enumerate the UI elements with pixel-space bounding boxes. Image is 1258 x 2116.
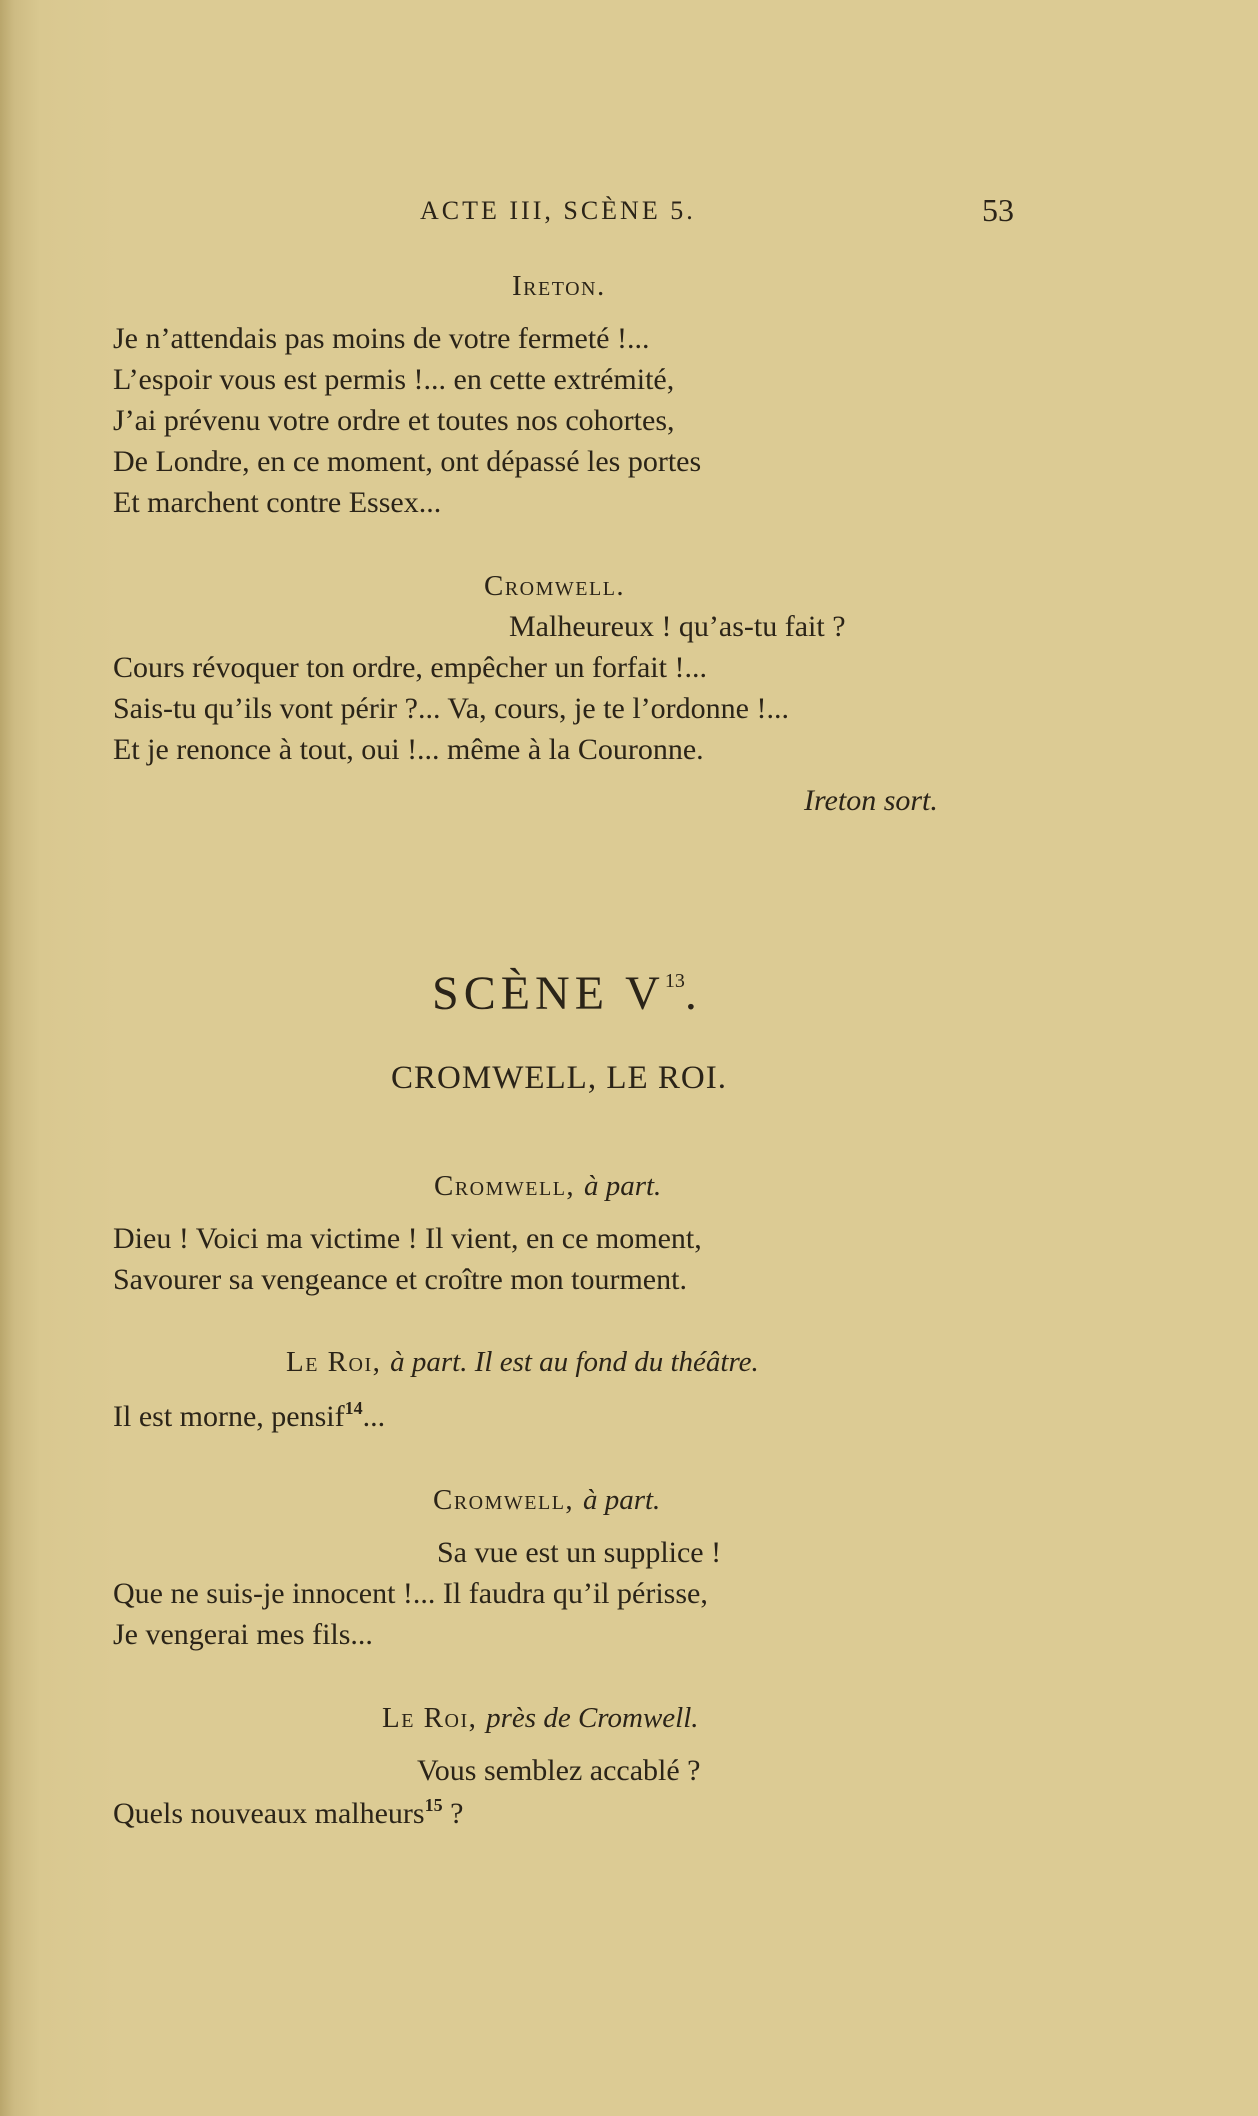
scene-title-end: .	[684, 967, 702, 1020]
verse-text: Il est morne, pensif	[113, 1400, 345, 1433]
footnote-ref: 14	[344, 1398, 363, 1418]
page-number: 53	[982, 192, 1014, 228]
speaker-cromwell-aside	[433, 1484, 660, 1517]
speaker-cromwell-aside	[434, 1170, 661, 1203]
speaker-name: Le Roi,	[286, 1346, 382, 1378]
verse-line: Sa vue est un supplice !	[437, 1536, 722, 1569]
aside-direction: à part.	[583, 1170, 662, 1202]
verse-line: De Londre, en ce moment, ont dépassé les portes	[113, 445, 702, 478]
verse-line: Cours révoquer ton ordre, empêcher un forfait !...	[113, 651, 707, 684]
verse-line: L’espoir vous est permis !... en cette extrémité,	[113, 363, 675, 396]
scene-characters: CROMWELL, LE ROI.	[391, 1060, 727, 1096]
verse-line: Je n’attendais pas moins de votre fermeté !...	[113, 322, 650, 355]
speaker-cromwell: Cromwell.	[484, 570, 626, 602]
verse-line: Malheureux ! qu’as-tu fait ?	[509, 610, 846, 643]
stage-direction: près de Cromwell.	[486, 1702, 699, 1734]
verse-line: Et marchent contre Essex...	[113, 486, 442, 519]
verse-line: Vous semblez accablé ?	[417, 1754, 701, 1787]
speaker-name: Cromwell,	[433, 1484, 575, 1516]
aside-direction: à part.	[582, 1484, 661, 1516]
verse-line: J’ai prévenu votre ordre et toutes nos cohortes,	[113, 404, 675, 437]
speaker-ireton: Ireton.	[512, 270, 606, 302]
verse-line: Je vengerai mes fils...	[113, 1618, 373, 1651]
verse-line: Que ne suis-je innocent !... Il faudra qu’il périsse,	[113, 1577, 708, 1610]
scene-title	[432, 966, 702, 1021]
verse-end: ?	[442, 1797, 464, 1830]
verse-line: Sais-tu qu’ils vont périr ?... Va, cours, je te l’ordonne !...	[113, 692, 789, 725]
verse-line: Dieu ! Voici ma victime ! Il vient, en ce moment,	[113, 1222, 702, 1255]
scene-footnote-ref: 13	[664, 970, 685, 992]
speaker-le-roi	[382, 1702, 699, 1735]
verse-line	[113, 1795, 463, 1831]
verse-line	[113, 1398, 385, 1434]
running-title: ACTE III, SCÈNE 5.	[420, 196, 696, 225]
speaker-name: Le Roi,	[382, 1702, 478, 1734]
verse-end: ...	[362, 1400, 386, 1433]
stage-direction: Ireton sort.	[804, 784, 938, 817]
verse-text: Quels nouveaux malheurs	[113, 1797, 425, 1830]
aside-direction: à part. Il est au fond du théâtre.	[390, 1346, 759, 1378]
footnote-ref: 15	[424, 1795, 443, 1815]
verse-line: Savourer sa vengeance et croître mon tourment.	[113, 1263, 687, 1296]
speaker-le-roi-aside	[286, 1346, 759, 1379]
speaker-name: Cromwell,	[434, 1170, 576, 1202]
scene-title-text: SCÈNE V	[432, 967, 665, 1020]
verse-line: Et je renonce à tout, oui !... même à la Couronne.	[113, 733, 704, 766]
